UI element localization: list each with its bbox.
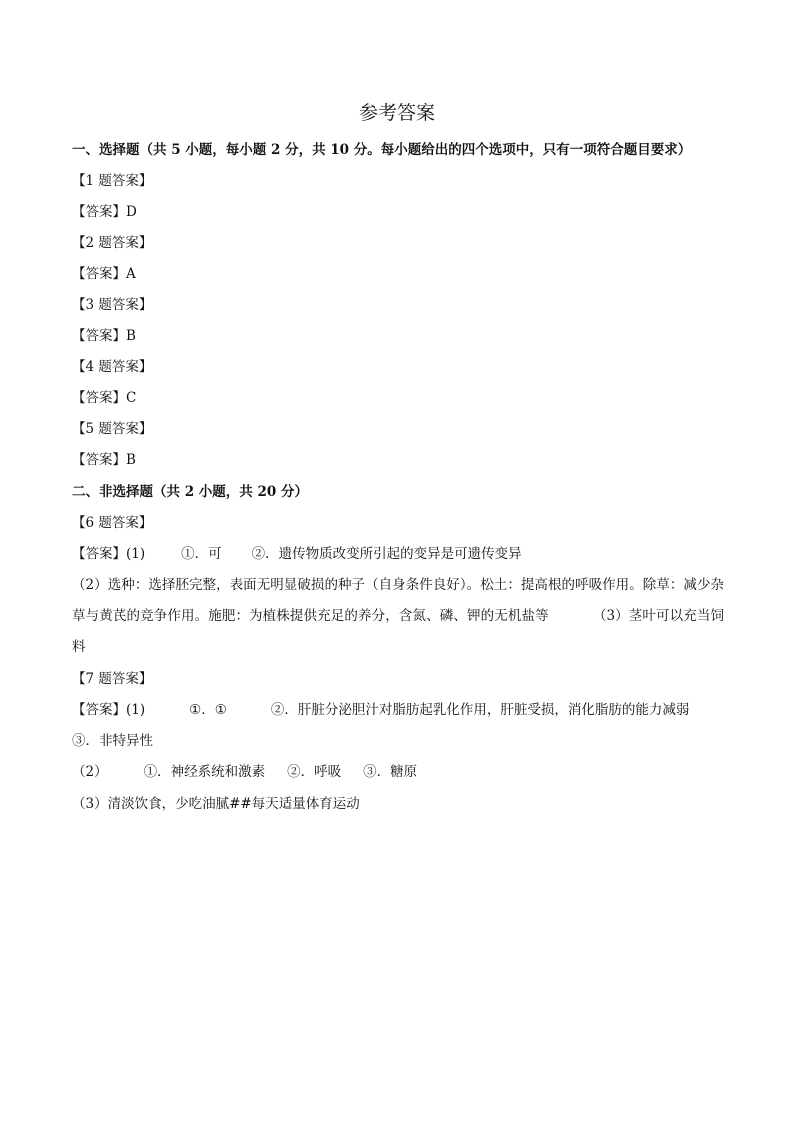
q7-sub-2-prefix: （2） <box>72 764 108 780</box>
q7-sub-2-part-2: ②．呼吸 <box>287 764 342 780</box>
q1-label: 【1 题答案】 <box>72 173 153 189</box>
q7-sub-2-part-1: ①．神经系统和激素 <box>143 764 266 780</box>
q5-answer: 【答案】B <box>72 452 136 468</box>
q1-answer: 【答案】D <box>72 204 137 220</box>
q4-answer: 【答案】C <box>72 390 137 406</box>
q7-part-1: ①．① <box>189 702 227 718</box>
section-1-heading: 一、选择题（共 5 小题，每小题 2 分，共 10 分。每小题给出的四个选项中，只有一项符合题目要求） <box>72 142 692 158</box>
q2-answer: 【答案】A <box>72 266 136 282</box>
q7-answer-line-3 <box>72 762 417 782</box>
page-title: 参考答案 <box>358 102 435 124</box>
q7-answer-line-2: ③．非特异性 <box>72 733 153 749</box>
q2-label: 【2 题答案】 <box>72 235 153 251</box>
q3-answer: 【答案】B <box>72 328 136 344</box>
q6-answer-paragraph-2 <box>72 570 724 663</box>
q7-sub-2-part-3: ③．糖原 <box>363 764 418 780</box>
section-2-heading: 二、非选择题（共 2 小题，共 20 分） <box>72 484 308 500</box>
q6-part-2-text: （2）选种：选择胚完整，表面无明显破损的种子（自身条件良好）。松土：提高根的呼吸作用。除草：减少杂草与黄芪的竞争作用。施肥：为植株提供充足的养分，含氮、磷、钾的无机盐等 <box>72 577 724 624</box>
q7-part-2: ②．肝脏分泌胆汁对脂肪起乳化作用，肝脏受损，消化脂肪的能力减弱 <box>270 702 690 718</box>
q7-answer-line-1 <box>72 700 689 720</box>
q5-label: 【5 题答案】 <box>72 421 153 437</box>
q6-part-2: ②．遗传物质改变所引起的变异是可遗传变异 <box>251 546 522 562</box>
q7-label: 【7 题答案】 <box>72 671 153 687</box>
q6-answer-prefix: 【答案】(1) <box>72 546 146 562</box>
q3-label: 【3 题答案】 <box>72 297 153 313</box>
q6-part-3-text: （3）茎叶可以充当饲料 <box>72 608 725 655</box>
q7-answer-prefix: 【答案】(1) <box>72 702 146 718</box>
q6-label: 【6 题答案】 <box>72 515 153 531</box>
q6-answer-line-1 <box>72 544 522 564</box>
q7-answer-line-4: （3）清淡饮食，少吃油腻##每天适量体育运动 <box>72 796 360 812</box>
q6-part-1: ①．可 <box>181 546 222 562</box>
q4-label: 【4 题答案】 <box>72 359 153 375</box>
